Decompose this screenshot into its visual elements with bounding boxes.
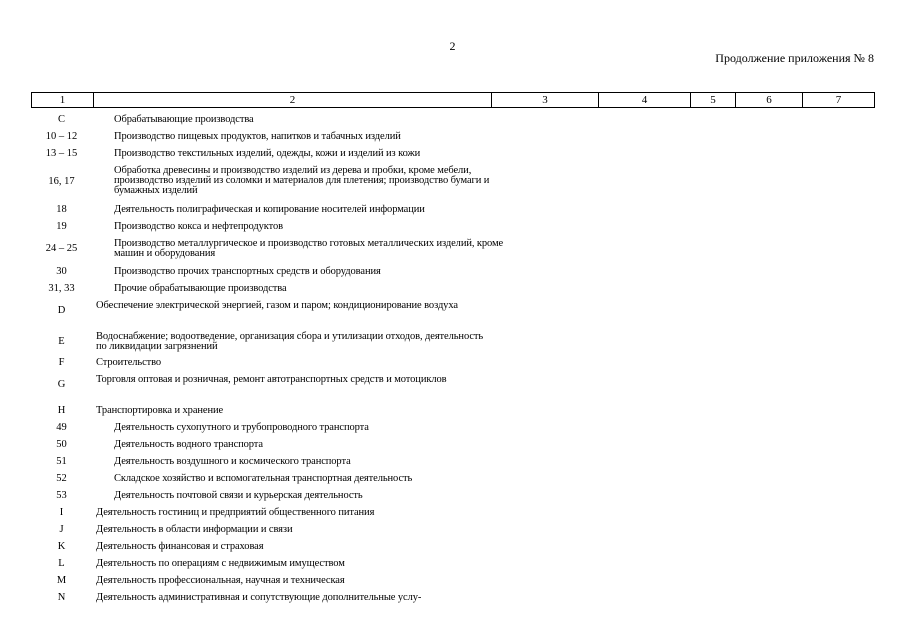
activity-name: Производство металлургическое и производство готовых металлических изделий, кроме машин и оборудования xyxy=(114,238,504,259)
list-item xyxy=(31,406,874,418)
activity-code: 24 – 25 xyxy=(45,243,78,254)
activity-name: Производство пищевых продуктов, напитков и табачных изделий xyxy=(114,131,401,142)
activity-name: Деятельность полиграфическая и копирование носителей информации xyxy=(114,204,425,215)
activity-code: 50 xyxy=(56,439,67,450)
activity-name: Строительство xyxy=(96,357,162,368)
list-item xyxy=(31,593,874,605)
activity-code: L xyxy=(58,558,65,569)
list-item xyxy=(31,457,874,469)
activity-name: Складское хозяйство и вспомогательная транспортная деятельность xyxy=(114,473,413,484)
activity-code: 52 xyxy=(56,473,67,484)
list-item xyxy=(31,474,874,486)
activity-name: Обработка древесины и производство изделий из дерева и пробки, кроме мебели, производство изделий из соломки и материалов для плетения; производство бумаги и бумажных изделий xyxy=(114,165,490,196)
activity-name: Деятельность почтовой связи и курьерская деятельность xyxy=(114,490,363,501)
activity-name: Деятельность административная и сопутствующие дополнительные услу- xyxy=(96,592,422,603)
activity-name: Обеспечение электрической энергией, газом и паром; кондиционирование воздуха xyxy=(96,300,458,311)
column-header: 4 xyxy=(599,93,691,108)
list-item xyxy=(31,205,874,217)
activity-code: H xyxy=(57,405,66,416)
list-item xyxy=(31,508,874,520)
activity-code: M xyxy=(56,575,67,586)
list-item xyxy=(31,149,874,161)
list-item xyxy=(31,576,874,588)
activity-name: Деятельность в области информации и связи xyxy=(96,524,293,535)
activity-code: C xyxy=(57,114,65,125)
activity-code: N xyxy=(57,592,66,603)
activity-name: Деятельность финансовая и страховая xyxy=(96,541,264,552)
activity-name: Водоснабжение; водоотведение, организация сбора и утилизации отходов, деятельность по ликвидации загрязнений xyxy=(96,331,484,352)
activity-code: 10 – 12 xyxy=(45,131,78,142)
list-item xyxy=(31,267,874,279)
list-item xyxy=(31,559,874,571)
activity-code: G xyxy=(57,379,66,390)
continuation-label: Продолжение приложения № 8 xyxy=(715,51,874,65)
list-item xyxy=(31,222,874,234)
activity-code: I xyxy=(59,507,64,518)
activity-code: 18 xyxy=(56,204,67,215)
activity-name: Деятельность по операциям с недвижимым имуществом xyxy=(96,558,345,569)
column-header: 5 xyxy=(691,93,736,108)
activity-name: Прочие обрабатывающие производства xyxy=(114,283,287,294)
list-item xyxy=(31,166,874,200)
activity-name: Производство прочих транспортных средств и оборудования xyxy=(114,266,381,277)
activity-code: J xyxy=(59,524,64,535)
column-header: 1 xyxy=(32,93,94,108)
list-item xyxy=(31,358,874,370)
activity-name: Деятельность водного транспорта xyxy=(114,439,263,450)
list-item xyxy=(31,239,874,261)
activity-name: Производство кокса и нефтепродуктов xyxy=(114,221,284,232)
activity-name: Производство текстильных изделий, одежды, кожи и изделий из кожи xyxy=(114,148,421,159)
activity-code: 31, 33 xyxy=(48,283,75,294)
activity-code: 30 xyxy=(56,266,67,277)
activity-code: 13 – 15 xyxy=(45,148,78,159)
page-number: 2 xyxy=(449,39,456,53)
list-item xyxy=(31,132,874,144)
activity-name: Обрабатывающие производства xyxy=(114,114,254,125)
list-item xyxy=(31,332,874,354)
list-item xyxy=(31,542,874,554)
list-item xyxy=(31,284,874,296)
column-header-row xyxy=(32,93,875,108)
list-item xyxy=(31,491,874,503)
activity-name: Деятельность воздушного и космического транспорта xyxy=(114,456,351,467)
activity-name: Деятельность сухопутного и трубопроводного транспорта xyxy=(114,422,369,433)
activity-code: 53 xyxy=(56,490,67,501)
activity-code: D xyxy=(57,305,66,316)
activity-code: K xyxy=(57,541,66,552)
column-header: 3 xyxy=(492,93,599,108)
activity-code: 19 xyxy=(56,221,67,232)
list-item xyxy=(31,525,874,537)
list-item xyxy=(31,301,874,323)
activity-code: 49 xyxy=(56,422,67,433)
activity-code: 51 xyxy=(56,456,67,467)
activity-name: Торговля оптовая и розничная, ремонт автотранспортных средств и мотоциклов xyxy=(96,374,447,385)
activity-name: Транспортировка и хранение xyxy=(96,405,224,416)
column-header-table xyxy=(31,92,875,108)
column-header: 2 xyxy=(94,93,492,108)
activity-code: 16, 17 xyxy=(48,176,75,187)
activity-name: Деятельность гостиниц и предприятий общественного питания xyxy=(96,507,375,518)
column-header: 7 xyxy=(803,93,875,108)
activity-name: Деятельность профессиональная, научная и техническая xyxy=(96,575,345,586)
list-item xyxy=(31,115,874,127)
activity-code: F xyxy=(58,357,65,368)
list-item xyxy=(31,440,874,452)
list-item xyxy=(31,375,874,397)
list-item xyxy=(31,423,874,435)
column-header: 6 xyxy=(736,93,803,108)
activity-code: E xyxy=(58,336,65,347)
